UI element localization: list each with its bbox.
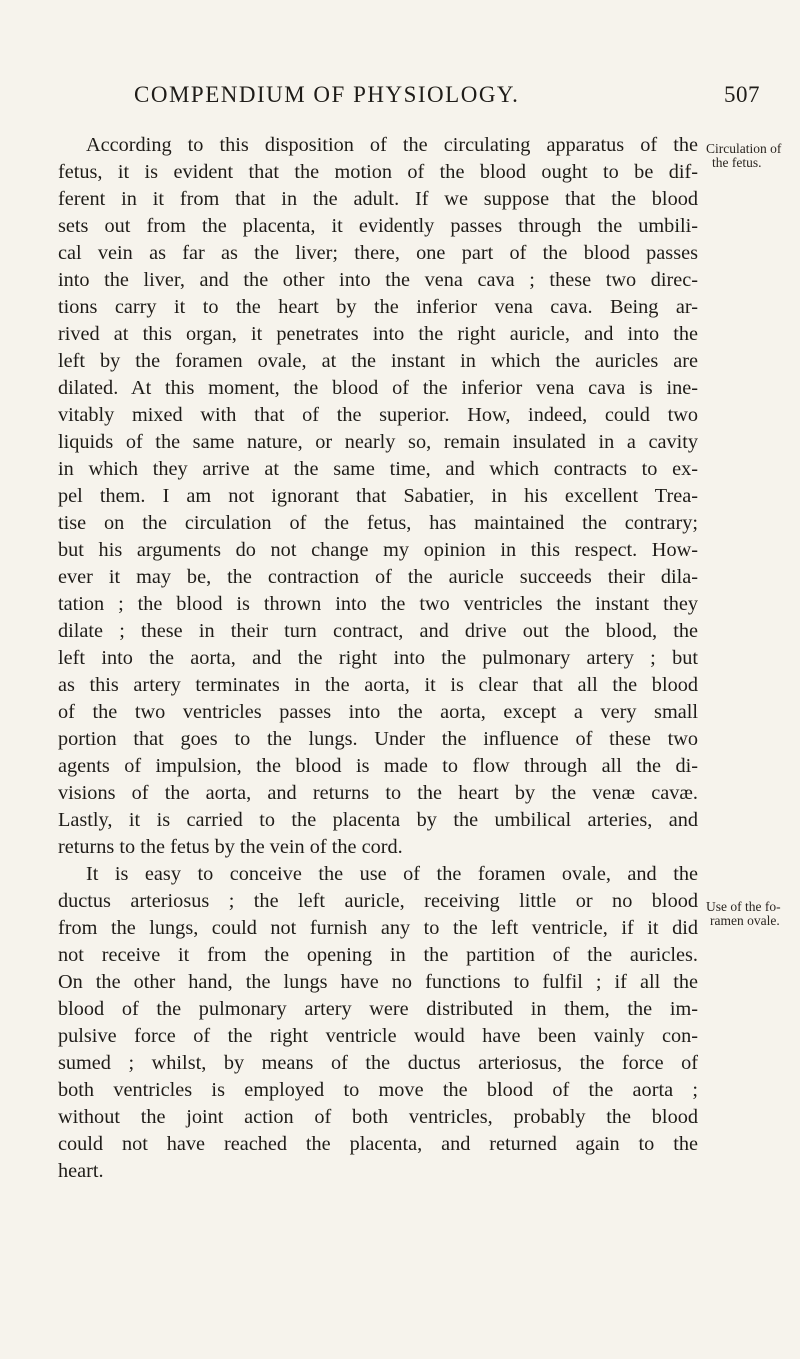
text-line: dilated. At this moment, the blood of the inferior vena cava is ine- <box>58 377 698 399</box>
text-line: ductus arteriosus ; the left auricle, receiving little or no blood <box>58 890 698 912</box>
margin-note-circulation <box>706 142 781 170</box>
text-line: On the other hand, the lungs have no functions to fulfil ; if all the <box>58 971 698 993</box>
text-line: sumed ; whilst, by means of the ductus arteriosus, the force of <box>58 1052 698 1074</box>
text-line: heart. <box>58 1160 104 1182</box>
text-line: ferent in it from that in the adult. If we suppose that the blood <box>58 188 698 210</box>
text-line: According to this disposition of the circulating apparatus of the <box>86 134 698 156</box>
text-line: visions of the aorta, and returns to the heart by the venæ cavæ. <box>58 782 698 804</box>
running-head <box>134 82 760 112</box>
text-line: sets out from the placenta, it evidently passes through the umbili- <box>58 215 698 237</box>
text-line: of the two ventricles passes into the aorta, except a very small <box>58 701 698 723</box>
text-line: pel them. I am not ignorant that Sabatier, in his excellent Trea- <box>58 485 698 507</box>
text-line: Lastly, it is carried to the placenta by the umbilical arteries, and <box>58 809 698 831</box>
text-line: cal vein as far as the liver; there, one part of the blood passes <box>58 242 698 264</box>
margin-note-line: Circulation of <box>706 141 782 156</box>
text-line: but his arguments do not change my opinion in this respect. How- <box>58 539 698 561</box>
text-line: fetus, it is evident that the motion of the blood ought to be dif- <box>58 161 698 183</box>
text-line: blood of the pulmonary artery were distributed in them, the im- <box>58 998 698 1020</box>
text-line: portion that goes to the lungs. Under the influence of these two <box>58 728 698 750</box>
text-line: rived at this organ, it penetrates into the right auricle, and into the <box>58 323 698 345</box>
text-line: both ventricles is employed to move the blood of the aorta ; <box>58 1079 698 1101</box>
running-title: COMPENDIUM OF PHYSIOLOGY. <box>134 82 520 107</box>
text-line: not receive it from the opening in the partition of the auricles. <box>58 944 698 966</box>
text-line: tise on the circulation of the fetus, has maintained the contrary; <box>58 512 698 534</box>
text-line: tions carry it to the heart by the inferior vena cava. Being ar- <box>58 296 698 318</box>
margin-note-foramen <box>706 900 781 928</box>
margin-note-line: the fetus. <box>712 155 762 170</box>
text-line: could not have reached the placenta, and returned again to the <box>58 1133 698 1155</box>
text-line: ever it may be, the contraction of the auricle succeeds their dila- <box>58 566 698 588</box>
text-line: It is easy to conceive the use of the foramen ovale, and the <box>86 863 698 885</box>
margin-note-line: ramen ovale. <box>710 913 780 928</box>
text-line: into the liver, and the other into the vena cava ; these two direc- <box>58 269 698 291</box>
text-line: returns to the fetus by the vein of the cord. <box>58 836 403 858</box>
text-line: tation ; the blood is thrown into the two ventricles the instant they <box>58 593 698 615</box>
page-number: 507 <box>724 82 760 107</box>
text-line: pulsive force of the right ventricle would have been vainly con- <box>58 1025 698 1047</box>
text-line: from the lungs, could not furnish any to the left ventricle, if it did <box>58 917 698 939</box>
text-line: dilate ; these in their turn contract, and drive out the blood, the <box>58 620 698 642</box>
text-line: without the joint action of both ventricles, probably the blood <box>58 1106 698 1128</box>
margin-note-line: Use of the fo- <box>706 899 781 914</box>
text-line: vitably mixed with that of the superior. How, indeed, could two <box>58 404 698 426</box>
text-line: left into the aorta, and the right into the pulmonary artery ; but <box>58 647 698 669</box>
text-line: agents of impulsion, the blood is made to flow through all the di- <box>58 755 698 777</box>
text-line: left by the foramen ovale, at the instant in which the auricles are <box>58 350 698 372</box>
text-line: liquids of the same nature, or nearly so, remain insulated in a cavity <box>58 431 698 453</box>
text-line: in which they arrive at the same time, and which contracts to ex- <box>58 458 698 480</box>
text-line: as this artery terminates in the aorta, it is clear that all the blood <box>58 674 698 696</box>
